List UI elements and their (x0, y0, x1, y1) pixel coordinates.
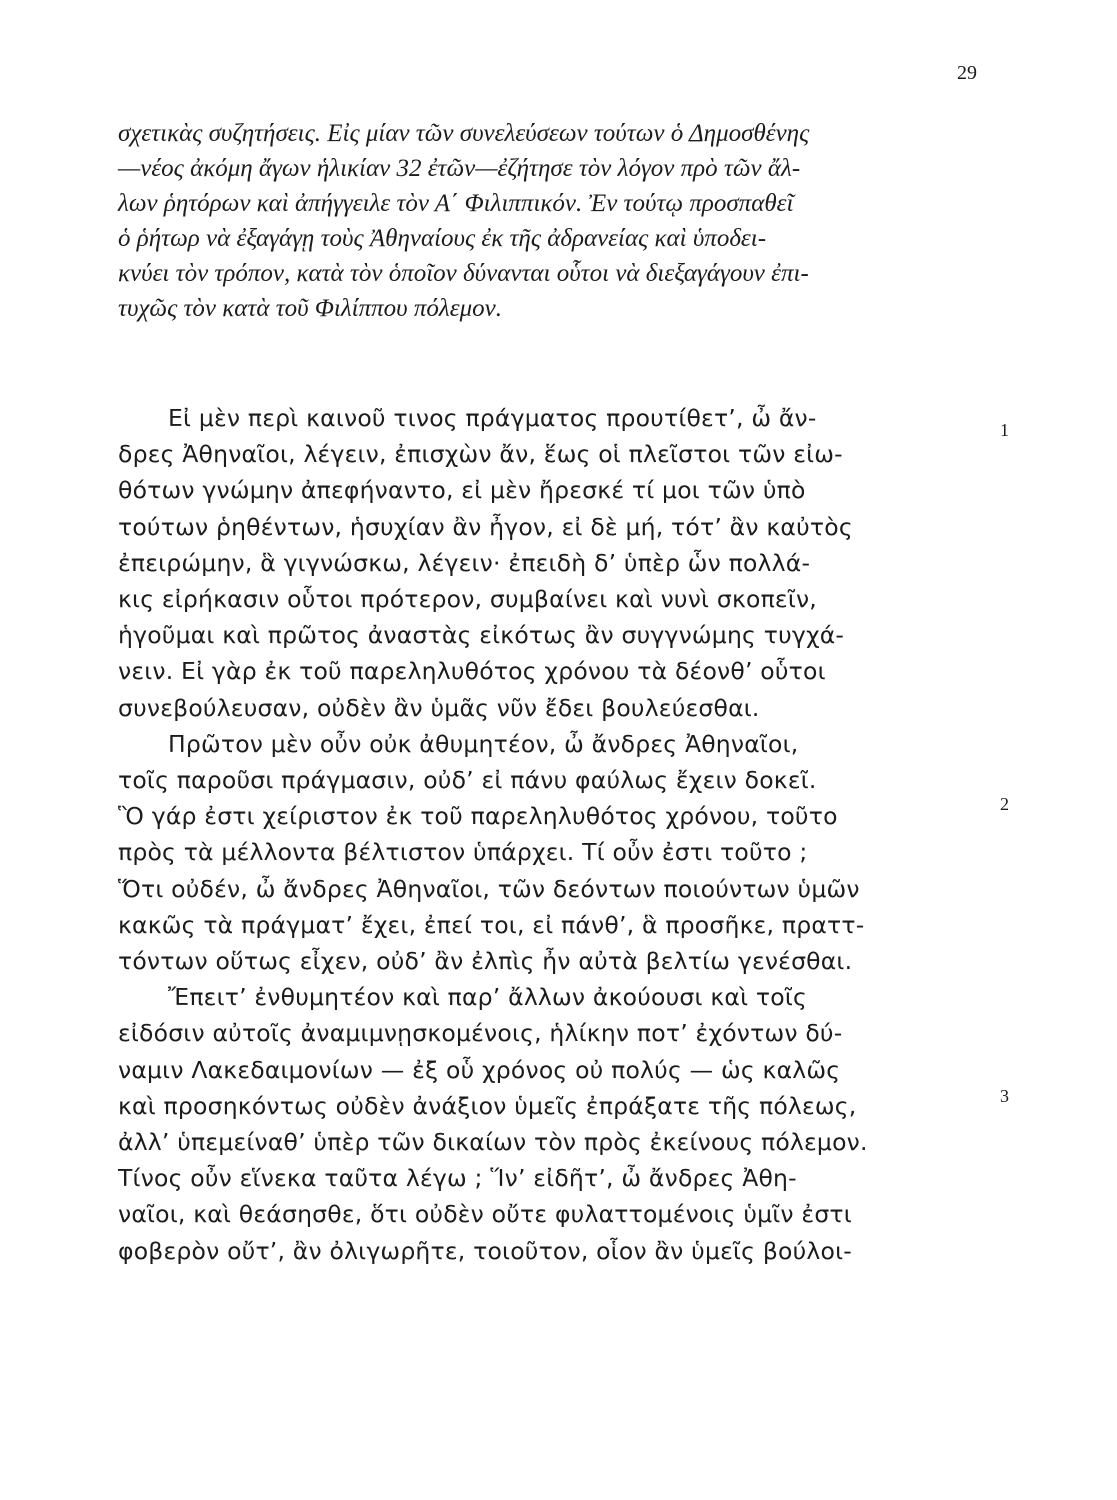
text-line: ναῖοι, καὶ θεάσησθε, ὅτι οὐδὲν οὔτε φυλαττομένοις ὑμῖν ἐστι (118, 1200, 852, 1229)
text-line: τόντων οὕτως εἶχεν, οὐδ’ ἂν ἐλπὶς ἦν αὐτὰ βελτίω γενέσθαι. (118, 947, 853, 976)
text-line: Ὃ γάρ ἐστι χείριστον ἐκ τοῦ παρεληλυθότος χρόνου, τοῦτο (118, 802, 838, 831)
text-line: ναμιν Λακεδαιμονίων — ἐξ οὗ χρόνος οὐ πολύς — ὡς καλῶς (118, 1055, 841, 1084)
section-number: 1 (1000, 420, 1009, 440)
text-line: Πρῶτον μὲν οὖν οὐκ ἀθυμητέον, ὦ ἄνδρες Ἀθηναῖοι, (168, 729, 799, 758)
text-line: θότων γνώμην ἀπεφήναντο, εἰ μὲν ἤρεσκέ τί μοι τῶν ὑπὸ (118, 476, 806, 505)
text-line: καὶ προσηκόντως οὐδὲν ἀνάξιον ὑμεῖς ἐπράξατε τῆς πόλεως, (118, 1091, 857, 1120)
intro-line: —νέος ἀκόμη ἄγων ἡλικίαν 32 ἐτῶν—ἐζήτησε τὸν λόγον πρὸ τῶν ἄλ- (118, 155, 801, 182)
intro-line: κνύει τὸν τρόπον, κατὰ τὸν ὁποῖον δύνανται οὗτοι νὰ διεξαγάγουν ἐπι- (118, 260, 809, 287)
page-number: 29 (957, 62, 977, 84)
text-line: ἡγοῦμαι καὶ πρῶτος ἀναστὰς εἰκότως ἂν συγγνώμης τυγχά- (118, 621, 845, 650)
text-line: Ὅτι οὐδέν, ὦ ἄνδρες Ἀθηναῖοι, τῶν δεόντων ποιούντων ὑμῶν (118, 874, 860, 903)
text-line: Εἰ μὲν περὶ καινοῦ τινος πράγματος προυτίθετ’, ὦ ἄν- (168, 404, 817, 432)
text-line: Ἔπειτ’ ἐνθυμητέον καὶ παρ’ ἄλλων ἀκούουσι καὶ τοῖς (168, 983, 807, 1012)
text-line: δρες Ἀθηναῖοι, λέγειν, ἐπισχὼν ἄν, ἕως οἱ πλεῖστοι τῶν εἰω- (118, 440, 843, 469)
text-line: κις εἰρήκασιν οὗτοι πρότερον, συμβαίνει καὶ νυνὶ σκοπεῖν, (118, 585, 817, 614)
text-line: ἀλλ’ ὑπεμείναθ’ ὑπὲρ τῶν δικαίων τὸν πρὸς ἐκείνους πόλεμον. (118, 1128, 868, 1157)
text-line: φοβερὸν οὔτ’, ἂν ὀλιγωρῆτε, τοιοῦτον, οἷον ἂν ὑμεῖς βούλοι- (118, 1236, 852, 1265)
text-line: τούτων ῥηθέντων, ἡσυχίαν ἂν ἦγον, εἰ δὲ μή, τότ’ ἂν καὐτὸς (118, 512, 853, 541)
text-line: νειν. Εἰ γὰρ ἐκ τοῦ παρεληλυθότος χρόνου τὰ δέονθ’ οὗτοι (118, 657, 826, 686)
intro-line: ὁ ῥήτωρ νὰ ἐξαγάγῃ τοὺς Ἀθηναίους ἐκ τῆς ἀδρανείας καὶ ὑποδει- (118, 225, 767, 252)
text-line: εἰδόσιν αὐτοῖς ἀναμιμνῃσκομένοις, ἡλίκην ποτ’ ἐχόντων δύ- (118, 1019, 843, 1048)
introduction-paragraph (118, 116, 978, 326)
text-line: κακῶς τὰ πράγματ’ ἔχει, ἐπεί τοι, εἰ πάνθ’, ἃ προσῆκε, πραττ- (118, 910, 865, 939)
text-line: πρὸς τὰ μέλλοντα βέλτιστον ὑπάρχει. Τί οὖν ἐστι τοῦτο ; (118, 838, 808, 867)
text-line: ἐπειρώμην, ἃ γιγνώσκω, λέγειν· ἐπειδὴ δ’ ὑπὲρ ὧν πολλά- (118, 548, 811, 577)
text-line: τοῖς παροῦσι πράγμασιν, οὐδ’ εἰ πάνυ φαύλως ἔχειν δοκεῖ. (118, 766, 817, 795)
intro-line: λων ῥητόρων καὶ ἀπήγγειλε τὸν Α΄ Φιλιππικόν. Ἐν τούτῳ προσπαθεῖ (118, 190, 794, 217)
intro-line: τυχῶς τὸν κατὰ τοῦ Φιλίππου πόλεμον. (118, 295, 502, 322)
section-number: 3 (1000, 1086, 1009, 1106)
section-number: 2 (1000, 794, 1009, 814)
greek-text-body (118, 400, 998, 1269)
text-line: συνεβούλευσαν, οὐδὲν ἂν ὑμᾶς νῦν ἔδει βουλεύεσθαι. (118, 693, 760, 722)
text-line: Τίνος οὖν εἵνεκα ταῦτα λέγω ; Ἵν’ εἰδῆτ’, ὦ ἄνδρες Ἀθη- (118, 1164, 797, 1193)
intro-line: σχετικὰς συζητήσεις. Εἰς μίαν τῶν συνελεύσεων τούτων ὁ Δημοσθένης (118, 120, 810, 147)
